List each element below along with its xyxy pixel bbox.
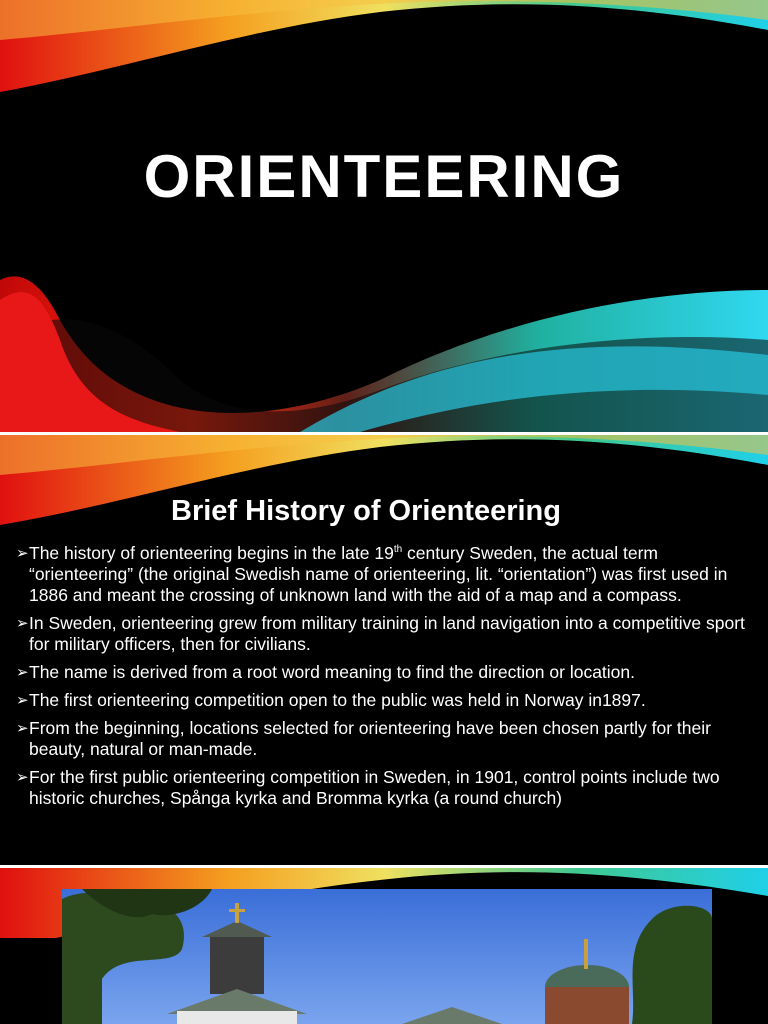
arrow-bullet-icon: ➢ — [16, 720, 29, 737]
arrow-bullet-icon: ➢ — [16, 664, 29, 681]
arrow-bullet-icon: ➢ — [16, 545, 29, 562]
bullet-list — [16, 543, 746, 816]
photo-slide — [0, 868, 768, 1024]
arrow-bullet-icon: ➢ — [16, 615, 29, 632]
bullet-item: ➢ The name is derived from a root word meaning to find the direction or location. — [16, 662, 636, 682]
bullet-item: ➢ The history of orienteering begins in the late 19th century Sweden, the actual term “orienteering” (the original Swedish name of orienteering, lit. “orientation”) was first used in 1886 and meant the crossing of unknown land with the aid of a map and a compass. — [16, 543, 728, 605]
title-slide — [0, 0, 768, 432]
slide-title: ORIENTEERING — [143, 143, 625, 210]
swoosh-decoration-top — [0, 0, 768, 432]
church-photo — [62, 889, 712, 1024]
history-slide — [0, 435, 768, 865]
arrow-bullet-icon: ➢ — [16, 692, 29, 709]
bullet-item: ➢ For the first public orienteering competition in Sweden, in 1901, control points include two historic churches, Spånga kyrka and Bromma kyrka (a round church) — [16, 767, 720, 808]
slide-heading: Brief History of Orienteering — [171, 495, 561, 527]
bullet-item: ➢ The first orienteering competition open to the public was held in Norway in1897. — [16, 690, 646, 710]
arrow-bullet-icon: ➢ — [16, 769, 29, 786]
bullet-item: ➢ In Sweden, orienteering grew from military training in land navigation into a competitive sport for military officers, then for civilians. — [16, 613, 745, 654]
bullet-item: ➢ From the beginning, locations selected for orienteering have been chosen partly for their beauty, natural or man-made. — [16, 718, 711, 759]
